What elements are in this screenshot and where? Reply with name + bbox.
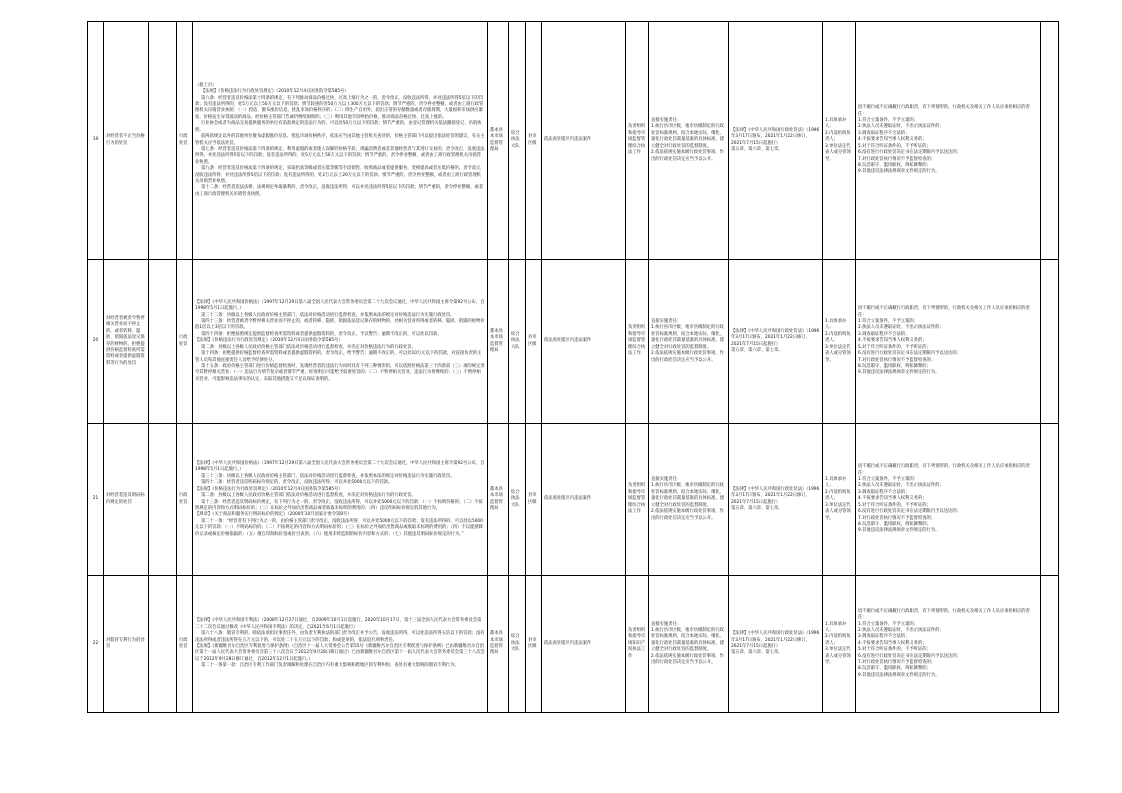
basis-paragraph: 第四十三条：经营者被责令暂停相关营业而不停止的，或者转移、隐匿、销毁依法登记保存的财物的，处相关营业所得或者转移、隐匿、销毁的财物价值1倍以上3倍以下的罚款。	[195, 319, 485, 331]
basis-paragraph: 第十四条：拒绝提供价格监督检查所需资料或者提供虚假资料的，责令改正，给予警告；逾期不改正的，可以处10万元以下的罚款，对直接负责的主管人员和其他直接责任人员给予纪律处分。	[195, 351, 482, 363]
implementing-unit: 综合执法大队	[509, 22, 526, 260]
table-row	[88, 22, 1059, 260]
implementing-unit: 综合执法大队	[509, 260, 526, 424]
blank-cell	[149, 424, 177, 576]
basis-paragraph: 第二十一条第一款：自治区专利工作部门负责调解和处理在自治区内有重大影响和跨地区的专利纠纷，查处有重大影响的假冒专利行为。	[201, 663, 459, 669]
implementer-cell: 1.具体承办人； 2.内设机构负责人； 3.单位法定代表人或分管领导。	[823, 260, 856, 424]
legal-basis-cell: 【法律】《中华人民共和国行政处罚法》（1996年3月17日颁布，2021年1月22日修订，2021年7月15日起施行） 第五章、第六章、第七章。	[729, 260, 823, 424]
basis-paragraph: 【法规】《价格违法行为行政处罚规定》（2010年12月4日国务院令第585号）	[201, 89, 349, 95]
implementer-cell: 1.具体承办人； 2.内设机构负责人； 3.单位法定代表人或分管领导。	[823, 424, 856, 576]
row-index: 20	[88, 260, 104, 424]
accountability-cell: 因不履行或不正确履行行政职责，有下列情形的，行政机关及相关工作人员应承担相应的责任： 1.符合立案条件，不予立案的； 2.执法人员未遵取证时，不出示执法证件的； 3.调查取证程序不合法的； 4.不按要求告知当事人权利义务的； 5.对于符合听证条件的，不予听证的； 6.没有进行行政处罚决定书在法定期限内予以送达的； 7.对行政处罚执行情况不予监督检查的； 8.玩忽职守、滥用职权、徇私舞弊的； 9.其他违反法律法规规章文件规定的行为。	[856, 22, 1041, 260]
accountability-cell: 因不履行或不正确履行行政职责，有下列情形的，行政机关及相关工作人员应承担相应的责任： 1.符合立案条件，不予立案的； 2.执法人员未遵取证时，不出示执法证件的； 3.调查取证程序不合法的； 4.不按要求告知当事人权利义务的； 5.对于符合听证条件的，不予听证的； 6.没有进行行政处罚决定书在法定期限内予以送达的； 7.对行政处罚执行情况不予监督检查的； 8.玩忽职守、滥用职权、徇私舞弊的； 9.其他违反法律法规规章文件规定的行为。	[856, 260, 1041, 424]
basis-paragraph: 第三十三条：县级以上各级人民政府价格主管部门，依法对价格活动进行监督检查，并依照本法的规定对价格违法行为实施行政处罚。	[201, 473, 455, 479]
item-name: 对经营者违反明码标价规定的处罚	[104, 424, 149, 576]
basis-paragraph: 第二十一条：“经营者有下列行为之一的，由价格主管部门责令改正，没收违法所得，可以并处5000元以下的罚款；没有违法所得的，可以处以5000元以下的罚款：（一）不明码标价的；（二）不按规定的内容和方式明码标价的；（三）在标价之外加价出售商品或收取未标明的费用的；（四）不以提供降价记录或核定价格依据的；（五）擅自印制标价签或价目表的；（六）使用未经监制的标价内容和方式的；（七）其他违反明码标价规定的行为。”	[195, 518, 483, 537]
legal-basis-cell: 【法律】《中华人民共和国行政处罚法》（1996年3月17日颁布，2021年1月22日修订，2021年7月15日起施行） 第五章、第六章、第七章。	[729, 22, 823, 260]
remarks-cell	[1041, 260, 1059, 424]
implementing-subject: 都本县本市场监督管理局	[488, 260, 509, 424]
item-type: 行政处罚	[177, 260, 193, 424]
legal-basis-cell: 【法律】《中华人民共和国行政处罚法》（1996年3月17日颁布，2021年1月22日修订，2021年7月15日起施行） 第五章、第六章、第七章。	[729, 424, 823, 576]
basis-cell	[193, 424, 488, 576]
basis-paragraph: 【规章】《关于商品和服务实行明码标价的规定》（2000年10月国家计委令第8号）	[195, 512, 352, 518]
basis-paragraph: 第四十二条：经营者违反明码标价规定的，责令改正，没收违法所得，可以并处5000元以下的罚款。	[201, 480, 393, 486]
basis-paragraph: 第十五条：政府价格主管部门进行价格监督检查时，发现经营者的违法行为同时具有下列三种情形的，可以依照价格法第三十四条第（三）项的规定责令其暂停相关营业：（一）违法行为情节复杂或者情节严重，经查明后可能给予较重处罚的；（二）不暂停相关营业，违法行为将继续的；（三）不暂停相关营业，可能影响违法事实的认定，采取其他措施又不足以保证查明的。	[195, 363, 485, 382]
responsible-dept: 负责组织和指导市场知识产权执法工作	[626, 576, 649, 713]
basis-paragraph: 第二条：县级以上各级人民政府价格主管部门依法对价格活动进行监督检查，并决定对价格违法行为的行政处罚。	[201, 344, 416, 350]
remarks-cell	[1041, 576, 1059, 713]
scope-cell: 依法查处辖区内违法案件	[542, 22, 626, 260]
implementing-level: 县市区级	[526, 576, 542, 713]
implementing-level: 县市区级	[526, 22, 542, 260]
basis-paragraph: 第七条：经营者违反价格法第十四条的规定，利用虚假的或者使人误解的价格手段，诱骗消费者或者其他经营者与其进行交易的，责令改正，没收违法所得，并处违法所得5倍以下的罚款；没有违法所得的，处5万元以上50万元以下的罚款；情节严重的，责令停业整顿，或者由工商行政管理机关吊销营业执照。	[195, 146, 485, 165]
responsibility-cell: 直接实施责任： 1.执行县市区级、地市县级制定的行政处罚标准规则，结合本地实际，细化、量化行政处罚裁量基准的具体标准，建立健全对行政处罚的监督制度。 2.依法依规实施本级行政处罚事项，作出的行政处罚决定应当予以公开。	[649, 576, 729, 713]
basis-cell	[193, 576, 488, 713]
basis-paragraph: 【法律】《中华人民共和国价格法》（1997年12月29日第八届全国人民代表大会常务委员会第二十九次会议通过，中华人民共和国主席令第92号公布，自1998年5月1日起施行。）	[195, 299, 485, 312]
responsibility-cell: 直接实施责任： 1.执行县市区级、地市县级制定的行政处罚标准规则，结合本地实际，细化、量化行政处罚裁量基准的具体标准，建立健全对行政处罚的监督制度。 2.依法依规实施本级行政处罚事项，作出的行政处罚决定应当予以公开。	[649, 424, 729, 576]
item-name: 对经营者不正当价格行为的处罚	[104, 22, 149, 260]
implementing-subject: 都本县本市场监督管理局	[488, 424, 509, 576]
implementing-subject: 都本县本市场监督管理局	[488, 576, 509, 713]
item-type: 行政处罚	[177, 22, 193, 260]
remarks-cell	[1041, 22, 1059, 260]
implementing-level: 县市区级	[526, 424, 542, 576]
item-type: 行政处罚	[177, 424, 193, 576]
implementing-unit: 综合执法大队	[509, 576, 526, 713]
responsible-dept: 负责组织和指导市场监督管理综合执法工作	[626, 260, 649, 424]
basis-cell	[193, 260, 488, 424]
basis-paragraph: 【法律】《中华人民共和国价格法》（1997年12月29日第八届全国人民代表大会常务委员会第二十九次会议通过，中华人民共和国主席令第92号公布，自1998年5月1日起施行。）	[195, 461, 485, 473]
item-name: 对假冒专利行为的处罚	[104, 576, 149, 713]
scope-cell: 依法查处辖区内违法案件	[542, 424, 626, 576]
implementing-level: 县市区级	[526, 260, 542, 424]
accountability-cell: 因不履行或不正确履行行政职责，有下列情形的，行政机关及相关工作人员应承担相应的责任： 1.符合立案条件，不予立案的； 2.执法人员未遵取证时，不出示执法证件的； 3.调查取证程序不合法的； 4.不按要求告知当事人权利义务的； 5.对于符合听证条件的，不予听证的； 6.没有进行行政处罚决定书在法定期限内予以送达的； 7.对行政处罚执行情况不予监督检查的； 8.玩忽职守、滥用职权、徇私舞弊的； 9.其他违反法律法规规章文件规定的行为。	[856, 424, 1041, 576]
scope-cell: 依法查处辖区内违法案件	[542, 260, 626, 424]
table-row	[88, 424, 1059, 576]
basis-paragraph: （接上页）	[195, 82, 217, 88]
basis-paragraph: 【法规】《价格违法行为行政处罚规定》（2010年12月4日国务院令第585号）	[195, 486, 343, 492]
row-index: 19	[88, 22, 104, 260]
responsible-dept: 负责组织和指导市场监督管理综合执法工作	[626, 424, 649, 576]
row-index: 21	[88, 424, 104, 576]
blank-cell	[149, 260, 177, 424]
basis-paragraph: 【法律】《中华人民共和国专利法》（2008年12月27日通过，自2009年10月1日起施行，2020年10月17日，第十三届全国人民代表大会常务委员会第二十二次会议通过修改《中华人民共和国专利法》的决定，自2021年6月1日起施行）	[195, 618, 482, 630]
item-type: 行政处罚	[177, 576, 193, 713]
row-index: 22	[88, 576, 104, 713]
responsibility-cell: 直接实施责任： 1.执行县市区级、地市县级制定的行政处罚标准规则，结合本地实际，细化、量化行政处罚裁量基准的具体标准，建立健全对行政处罚的监督制度。 2.依法依规实施本级行政处罚事项，作出的行政处罚决定应当予以公开。	[649, 260, 729, 424]
table-row	[88, 576, 1059, 713]
basis-paragraph: 第十三条：经营者违反明码标价规定，有下列行为之一的，责令改正，没收违法所得，可以并处5000元以下的罚款：（一）不标明价格的；（二）不按照规定的内容和方式明码标价的；（三）在标价之外加价出售商品或者收取未标明的费用的；（四）违反明码标价规定的其他行为。	[195, 499, 483, 511]
responsibility-cell: 直接实施责任： 1.执行县市区级、地市县级制定的行政处罚标准规则，结合本地实际，细化、量化行政处罚裁量基准的具体标准，建立健全对行政处罚的监督制度。 2.依法依规实施本级行政处罚事项，作出的行政处罚决定应当予以公开。	[649, 22, 729, 260]
basis-paragraph: 第九条：经营者违反价格法第十四条的规定，采取抬高等级或者压低等级等手段销售、收购商品或者提供服务，变相提高或者压低价格的，责令改正，没收违法所得，并处违法所得5倍以下的罚款；没有违法所得的，处2万元以上20万元以下的罚款；情节严重的，责令停业整顿，或者由工商行政管理机关吊销营业执照。	[195, 166, 485, 184]
implementing-subject: 都本县本市场监督管理局	[488, 22, 509, 260]
basis-paragraph: 第十二条：经营者违法法律、法规规定牟取暴利的，责令改正，没收违法所得，可以并处违法所得5倍以下的罚款；情节严重的，责令停业整顿，或者由工商行政管理机关吊销营业执照。	[195, 185, 484, 197]
scope-cell: 依法查处辖区内违法案件	[542, 576, 626, 713]
basis-paragraph: 第三十三条：县级以上各级人民政府价格主管部门，依法对价格活动进行监督检查，并依照本法的规定对价格违法行为实施行政处罚。	[201, 312, 455, 318]
blank-cell	[149, 22, 177, 260]
implementer-cell: 1.具体承办人； 2.内设机构负责人； 3.单位法定代表人或分管领导。	[823, 576, 856, 713]
table-row	[88, 260, 1059, 424]
legal-basis-cell: 【法律】《中华人民共和国行政处罚法》（1996年3月17日颁布，2021年1月22日修订，2021年7月15日起施行） 第五章、第六章、第七章。	[729, 576, 823, 713]
item-name: 对经营者被责令暂停相关营业而不停止的，或者转移、隐匿、销毁依法登记保存的财物的，拒绝提供价格监督检查所需资料或者提供虚假资料等行为的处罚	[104, 260, 149, 424]
remarks-cell	[1041, 424, 1059, 576]
basis-paragraph: 行业协会或者为商品交易提供服务的单位有前款规定的违法行为的，可以处50万元以下的罚款；情节严重的，由登记管理机关依法撤销登记、吊销执照。	[195, 121, 482, 133]
basis-paragraph: 第六十八条：假冒专利的，除依法承担民事责任外，由负责专利执法的部门责令改正并予公告，没收违法所得，可以处违法所得五倍以下的罚款；没有违法所得或者违法所得在五万元以下的，可以处二十五万元以下的罚款；构成犯罪的，依法追究刑事责任。	[195, 631, 485, 643]
basis-paragraph: 【法规】《新疆维吾尔自治区专利促进与保护条例》（自治区十一届人大常委会公告第55号《新疆维吾尔自治区专利促进与保护条例》已由新疆维吾尔自治区第十一届人民代表大会常务委员会第三十八次会议于2012年9月28日修订通过）已由新疆维吾尔自治区第十一届人民代表大会常务委员会第三十八次会议于2012年9月28日修订通过，自2012年12月1日起施行。）	[195, 644, 485, 662]
basis-paragraph: 【法规】《价格违法行为行政处罚规定》（2010年12月4日国务院令第585号）	[195, 338, 343, 344]
basis-paragraph: 前两款规定以外的其他单位散布虚假涨价信息，扰乱市场价格秩序，依法应当由其他主管机关查处的，价格主管部门可以提出依法处罚的建议，有关主管机关应当依法处罚。	[195, 134, 485, 146]
basis-cell	[193, 22, 488, 260]
responsible-dept: 负责组织和指导市场监督管理综合执法工作	[626, 22, 649, 260]
implementing-unit: 综合执法大队	[509, 424, 526, 576]
basis-paragraph: 第四十四条：拒绝按照规定提供监督检查所需资料或者提供虚假资料的，责令改正，予以警告；逾期不改正的，可以处以罚款。	[201, 331, 442, 337]
power-list-table	[87, 21, 1059, 713]
blank-cell	[149, 576, 177, 713]
basis-paragraph: 第六条：经营者违反价格法第十四条的规定，有下列推动商品价格过快、过高上涨行为之一的，责令改正，没收违法所得，并处违法所得5倍以下的罚款；没有违法所得的，处5万元以上50万元以下的罚款；情节较重的处50万元以上300万元以下的罚款；情节严重的，责令停业整顿，或者由工商行政管理机关吊销营业执照：（一）捏造、散布涨价信息，扰乱市场价格秩序的；（二）除生产自用外，超出正常的存储数量或者存储周期，大量囤积市场供应紧张、价格发生异常波动的商品，经价格主管部门告诫仍继续囤积的；（三）利用其他手段哄抬价格，推动商品价格过快、过高上涨的。	[195, 95, 484, 120]
implementer-cell: 1.具体承办人； 2.内设机构负责人； 3.单位法定代表人或分管领导。	[823, 22, 856, 260]
basis-paragraph: 第二条：县级以上各级人民政府价格主管部门依法对价格活动进行监督检查，并决定对价格违法行为的行政处罚。	[201, 493, 416, 499]
accountability-cell: 因不履行或不正确履行行政职责，有下列情形的，行政机关及相关工作人员应承担相应的责任： 1.符合立案条件，不予立案的； 2.执法人员未遵取证时，不出示执法证件的； 3.调查取证程序不合法的； 4.不按要求告知当事人权利义务的； 5.对于符合听证条件的，不予听证的； 6.没有进行行政处罚决定书在法定期限内予以送达的； 7.对行政处罚执行情况不予监督检查的； 8.玩忽职守、滥用职权、徇私舞弊的； 9.其他违反法律法规规章文件规定的行为。	[856, 576, 1041, 713]
